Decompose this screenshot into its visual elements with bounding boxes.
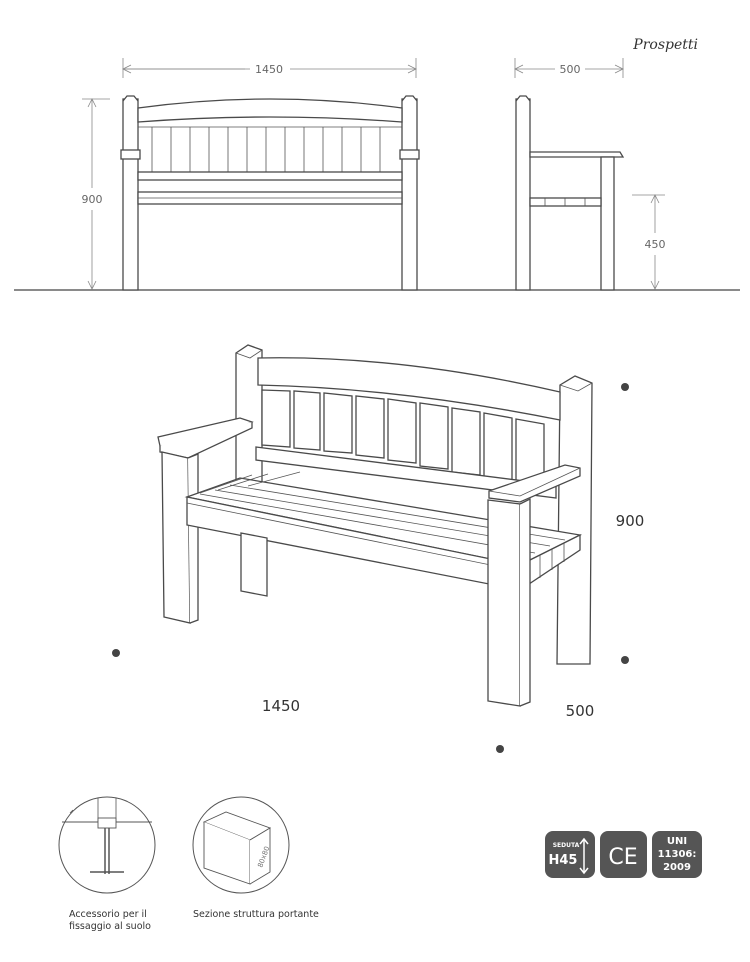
side-depth-label: 500 xyxy=(559,63,581,76)
section-detail xyxy=(193,797,319,920)
page-title: Prospetti xyxy=(633,37,698,53)
uni-line1: UNI xyxy=(666,836,688,847)
perspective-width-label: 1450 xyxy=(261,697,301,715)
side-elevation xyxy=(515,58,666,290)
seat-height-badge xyxy=(545,831,595,878)
front-height-label: 900 xyxy=(81,193,103,206)
perspective-height-label: 900 xyxy=(615,512,645,530)
uni-line2: 11306: xyxy=(657,849,697,860)
bench-perspective xyxy=(112,345,644,753)
uni-line3: 2009 xyxy=(663,862,691,873)
seat-badge-top: SEDUTA xyxy=(552,842,580,849)
side-seat-height-label: 450 xyxy=(644,238,666,251)
anchor-detail xyxy=(59,797,155,932)
anchor-caption-line1: Accessorio per il xyxy=(69,909,147,920)
ce-badge xyxy=(600,831,647,878)
section-caption: Sezione struttura portante xyxy=(193,909,319,920)
anchor-caption-line2: fissaggio al suolo xyxy=(69,921,151,932)
front-width-label: 1450 xyxy=(255,63,283,76)
perspective-depth-label: 500 xyxy=(565,702,595,720)
ce-mark: CE xyxy=(608,845,638,870)
uni-badge xyxy=(652,831,702,878)
front-elevation xyxy=(82,58,420,290)
seat-badge-value: H45 xyxy=(548,853,578,868)
section-size-label: 80x80 xyxy=(256,845,272,869)
